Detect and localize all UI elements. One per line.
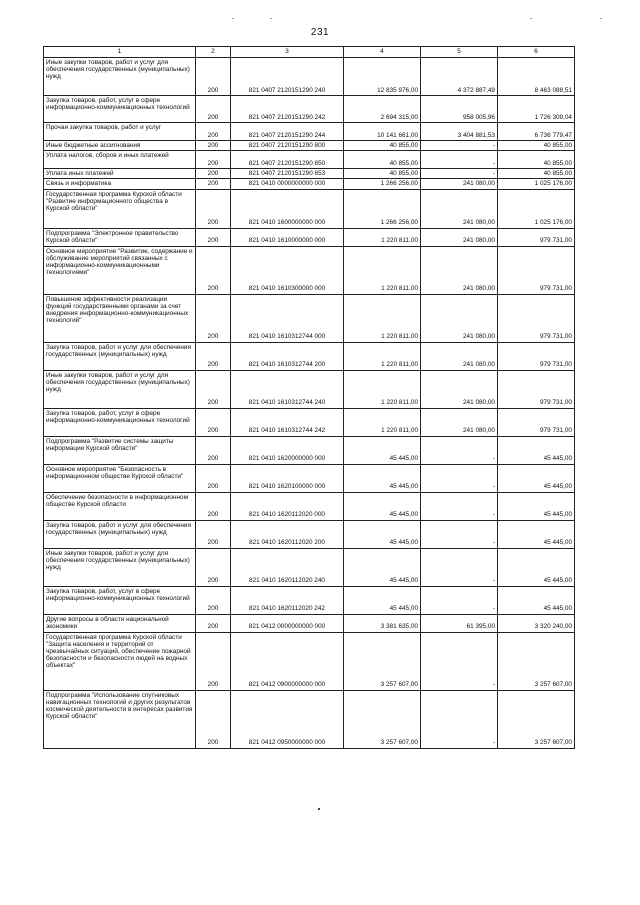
row-executed-cell: 241 080,00 — [421, 228, 498, 246]
row-name-cell: Иные закупки товаров, работ и услуг для обеспечения государственных (муниципальных) нужд — [44, 370, 196, 408]
table-row — [44, 151, 575, 169]
row-grbs-cell: 200 — [196, 123, 231, 141]
row-assigned-cell: 1 220 811,00 — [344, 294, 421, 342]
row-remaining-cell: 3 257 607,00 — [498, 690, 575, 748]
row-grbs-cell: 200 — [196, 228, 231, 246]
row-executed-cell: 241 080,00 — [421, 179, 498, 189]
row-name-cell: Прочая закупка товаров, работ и услуг — [44, 123, 196, 141]
row-remaining-cell: 40 855,00 — [498, 169, 575, 179]
scan-speck — [232, 18, 234, 19]
budget-table — [43, 46, 575, 749]
table-row — [44, 96, 575, 123]
row-name-cell: Уплата иных платежей — [44, 169, 196, 179]
table-row — [44, 548, 575, 586]
row-name-cell: Основное мероприятие "Безопасность в информационном обществе Курской области" — [44, 464, 196, 492]
row-grbs-cell: 200 — [196, 464, 231, 492]
row-remaining-cell: 45 445,00 — [498, 492, 575, 520]
row-grbs-cell: 200 — [196, 169, 231, 179]
table-row — [44, 228, 575, 246]
table-row — [44, 464, 575, 492]
row-remaining-cell: 8 463 088,51 — [498, 58, 575, 96]
row-name-cell: Иные закупки товаров, работ и услуг для обеспечения государственных (муниципальных) нужд — [44, 548, 196, 586]
row-grbs-cell: 200 — [196, 632, 231, 690]
row-assigned-cell: 45 445,00 — [344, 436, 421, 464]
row-name-cell: Подпрограмма "Развитие системы защиты информации Курской области" — [44, 436, 196, 464]
row-remaining-cell: 979 731,00 — [498, 408, 575, 436]
table-row — [44, 179, 575, 189]
table-row — [44, 58, 575, 96]
row-code-cell: 821 0407 2120151290 853 — [231, 169, 344, 179]
row-assigned-cell: 1 220 811,00 — [344, 342, 421, 370]
row-assigned-cell: 1 266 256,00 — [344, 189, 421, 228]
row-assigned-cell: 1 220 811,00 — [344, 246, 421, 294]
table-row — [44, 690, 575, 748]
row-executed-cell: - — [421, 464, 498, 492]
row-executed-cell: - — [421, 436, 498, 464]
row-code-cell: 821 0410 1620112020 000 — [231, 492, 344, 520]
row-code-cell: 821 0412 0000000000 000 — [231, 614, 344, 632]
row-name-cell: Связь и информатика — [44, 179, 196, 189]
table-row — [44, 520, 575, 548]
page-number: 231 — [310, 27, 330, 38]
header-cell: 1 — [44, 47, 196, 58]
row-grbs-cell: 200 — [196, 548, 231, 586]
row-assigned-cell: 10 141 661,00 — [344, 123, 421, 141]
row-executed-cell: 241 080,00 — [421, 408, 498, 436]
table-row — [44, 408, 575, 436]
row-grbs-cell: 200 — [196, 614, 231, 632]
table-row — [44, 492, 575, 520]
scan-speck — [530, 18, 532, 19]
row-executed-cell: 241 080,00 — [421, 342, 498, 370]
row-remaining-cell: 45 445,00 — [498, 520, 575, 548]
row-assigned-cell: 45 445,00 — [344, 492, 421, 520]
row-grbs-cell: 200 — [196, 492, 231, 520]
row-assigned-cell: 12 835 976,00 — [344, 58, 421, 96]
row-assigned-cell: 3 257 607,00 — [344, 690, 421, 748]
row-executed-cell: 4 372 887,49 — [421, 58, 498, 96]
row-name-cell: Закупка товаров, работ, услуг в сфере информационно-коммуникационных технологий — [44, 586, 196, 614]
row-code-cell: 821 0410 1610000000 000 — [231, 228, 344, 246]
row-executed-cell: 241 080,00 — [421, 294, 498, 342]
row-code-cell: 821 0407 2120151290 850 — [231, 151, 344, 169]
row-executed-cell: - — [421, 520, 498, 548]
row-name-cell: Обеспечение безопасности в информационном обществе Курской области — [44, 492, 196, 520]
row-name-cell: Иные закупки товаров, работ и услуг для обеспечения государственных (муниципальных) нужд — [44, 58, 196, 96]
row-remaining-cell: 979 731,00 — [498, 228, 575, 246]
row-name-cell: Подпрограмма "Электронное правительство Курской области" — [44, 228, 196, 246]
row-assigned-cell: 1 266 256,00 — [344, 179, 421, 189]
row-code-cell: 821 0410 1610312744 242 — [231, 408, 344, 436]
row-assigned-cell: 40 855,00 — [344, 141, 421, 151]
row-executed-cell: - — [421, 492, 498, 520]
row-grbs-cell: 200 — [196, 58, 231, 96]
row-executed-cell: 241 080,00 — [421, 370, 498, 408]
row-code-cell: 821 0407 2120151290 242 — [231, 96, 344, 123]
row-grbs-cell: 200 — [196, 586, 231, 614]
row-grbs-cell: 200 — [196, 189, 231, 228]
table-row — [44, 141, 575, 151]
row-remaining-cell: 979 731,00 — [498, 294, 575, 342]
row-code-cell: 821 0410 1600000000 000 — [231, 189, 344, 228]
row-assigned-cell: 3 257 607,00 — [344, 632, 421, 690]
row-remaining-cell: 1 726 309,04 — [498, 96, 575, 123]
row-name-cell: Закупка товаров, работ, услуг в сфере информационно-коммуникационных технологий — [44, 96, 196, 123]
header-cell: 5 — [421, 47, 498, 58]
row-assigned-cell: 3 381 635,00 — [344, 614, 421, 632]
row-code-cell: 821 0410 1620112020 200 — [231, 520, 344, 548]
row-executed-cell: - — [421, 169, 498, 179]
row-code-cell: 821 0407 2120151290 240 — [231, 58, 344, 96]
row-executed-cell: - — [421, 141, 498, 151]
row-executed-cell: 3 404 881,53 — [421, 123, 498, 141]
row-remaining-cell: 40 855,00 — [498, 141, 575, 151]
row-name-cell: Государственная программа Курской области "Развитие информационного общества в Курской области" — [44, 189, 196, 228]
row-code-cell: 821 0410 1620100000 000 — [231, 464, 344, 492]
row-remaining-cell: 979 731,00 — [498, 246, 575, 294]
row-grbs-cell: 200 — [196, 141, 231, 151]
row-code-cell: 821 0410 1610312744 000 — [231, 294, 344, 342]
row-assigned-cell: 1 220 811,00 — [344, 228, 421, 246]
page-mark — [318, 808, 320, 810]
row-code-cell: 821 0407 2120151290 244 — [231, 123, 344, 141]
table-row — [44, 123, 575, 141]
row-assigned-cell: 1 220 811,00 — [344, 408, 421, 436]
row-name-cell: Подпрограмма "Использование спутниковых навигационных технологий и других результатов космической деятельности в интересах развития Курской области" — [44, 690, 196, 748]
table-row — [44, 169, 575, 179]
table-row — [44, 632, 575, 690]
row-name-cell: Государственная программа Курской области "Защита населения и территорий от чрезвычайных ситуаций, обеспечение пожарной безопасности и безопасности людей на водных объектах" — [44, 632, 196, 690]
row-name-cell: Уплата налогов, сборов и иных платежей — [44, 151, 196, 169]
row-assigned-cell: 40 855,00 — [344, 151, 421, 169]
row-name-cell: Иные бюджетные ассигнования — [44, 141, 196, 151]
header-row — [44, 47, 575, 58]
row-executed-cell: - — [421, 151, 498, 169]
row-assigned-cell: 40 855,00 — [344, 169, 421, 179]
row-remaining-cell: 3 320 240,00 — [498, 614, 575, 632]
header-cell: 2 — [196, 47, 231, 58]
table-row — [44, 436, 575, 464]
row-grbs-cell: 200 — [196, 96, 231, 123]
row-grbs-cell: 200 — [196, 370, 231, 408]
row-remaining-cell: 979 731,00 — [498, 342, 575, 370]
table-row — [44, 614, 575, 632]
row-grbs-cell: 200 — [196, 520, 231, 548]
row-remaining-cell: 1 025 176,00 — [498, 189, 575, 228]
row-remaining-cell: 40 855,00 — [498, 151, 575, 169]
row-grbs-cell: 200 — [196, 408, 231, 436]
row-code-cell: 821 0410 1610312744 200 — [231, 342, 344, 370]
row-executed-cell: - — [421, 632, 498, 690]
table-row — [44, 189, 575, 228]
row-code-cell: 821 0410 1610312744 240 — [231, 370, 344, 408]
row-grbs-cell: 200 — [196, 179, 231, 189]
row-executed-cell: 61 395,00 — [421, 614, 498, 632]
row-remaining-cell: 3 257 607,00 — [498, 632, 575, 690]
row-name-cell: Закупка товаров, работ, услуг в сфере информационно-коммуникационных технологий — [44, 408, 196, 436]
row-executed-cell: 241 080,00 — [421, 189, 498, 228]
row-executed-cell: 958 005,96 — [421, 96, 498, 123]
row-executed-cell: 241 080,00 — [421, 246, 498, 294]
row-grbs-cell: 200 — [196, 690, 231, 748]
row-name-cell: Закупка товаров, работ и услуг для обеспечения государственных (муниципальных) нужд — [44, 342, 196, 370]
row-assigned-cell: 1 220 811,00 — [344, 370, 421, 408]
header-cell: 4 — [344, 47, 421, 58]
row-grbs-cell: 200 — [196, 436, 231, 464]
header-cell: 6 — [498, 47, 575, 58]
row-code-cell: 821 0407 2120151290 800 — [231, 141, 344, 151]
row-grbs-cell: 200 — [196, 294, 231, 342]
row-remaining-cell: 6 736 779,47 — [498, 123, 575, 141]
row-assigned-cell: 45 445,00 — [344, 464, 421, 492]
row-executed-cell: - — [421, 690, 498, 748]
row-assigned-cell: 45 445,00 — [344, 586, 421, 614]
table-row — [44, 370, 575, 408]
row-remaining-cell: 45 445,00 — [498, 548, 575, 586]
table-row — [44, 246, 575, 294]
row-assigned-cell: 45 445,00 — [344, 548, 421, 586]
row-executed-cell: - — [421, 586, 498, 614]
table-row — [44, 586, 575, 614]
row-remaining-cell: 1 025 176,00 — [498, 179, 575, 189]
scan-speck — [270, 18, 272, 19]
row-code-cell: 821 0410 1620112020 242 — [231, 586, 344, 614]
row-code-cell: 821 0410 0000000000 000 — [231, 179, 344, 189]
row-code-cell: 821 0410 1620000000 000 — [231, 436, 344, 464]
scan-speck — [600, 18, 602, 19]
row-remaining-cell: 45 445,00 — [498, 586, 575, 614]
row-name-cell: Закупка товаров, работ и услуг для обеспечения государственных (муниципальных) нужд — [44, 520, 196, 548]
row-assigned-cell: 2 694 315,00 — [344, 96, 421, 123]
table-row — [44, 342, 575, 370]
table-row — [44, 294, 575, 342]
row-grbs-cell: 200 — [196, 342, 231, 370]
row-grbs-cell: 200 — [196, 246, 231, 294]
row-executed-cell: - — [421, 548, 498, 586]
row-code-cell: 821 0410 1620112020 240 — [231, 548, 344, 586]
row-name-cell: Основное мероприятие "Развитие, содержание и обслуживание мероприятий связанных с информационно-коммуникационными технологиями" — [44, 246, 196, 294]
row-remaining-cell: 45 445,00 — [498, 436, 575, 464]
row-code-cell: 821 0412 0950000000 000 — [231, 690, 344, 748]
row-grbs-cell: 200 — [196, 151, 231, 169]
row-code-cell: 821 0412 0900000000 000 — [231, 632, 344, 690]
row-remaining-cell: 979 731,00 — [498, 370, 575, 408]
row-name-cell: Повышение эффективности реализации функций государственными органами за счет внедрения информационно-коммуникационных технологий" — [44, 294, 196, 342]
row-name-cell: Другие вопросы в области национальной экономики — [44, 614, 196, 632]
table-body — [44, 58, 575, 749]
row-remaining-cell: 45 445,00 — [498, 464, 575, 492]
row-code-cell: 821 0410 1610300000 000 — [231, 246, 344, 294]
header-cell: 3 — [231, 47, 344, 58]
row-assigned-cell: 45 445,00 — [344, 520, 421, 548]
